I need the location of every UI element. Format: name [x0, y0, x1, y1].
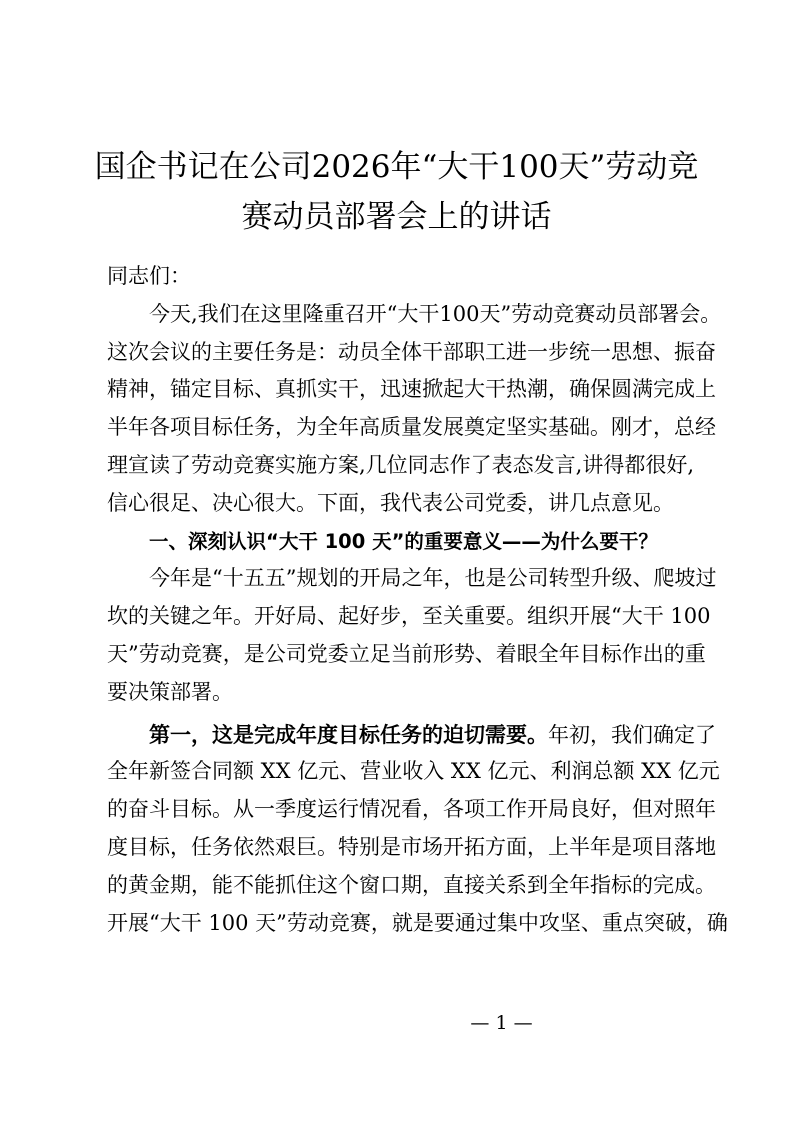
paragraph-line — [107, 716, 716, 754]
paragraph-line: 的奋斗目标。从一季度运行情况看，各项工作开局良好，但对照年 — [107, 797, 716, 822]
paragraph-line: 天”劳动竞赛，是公司党委立足当前形势、着眼全年目标作出的重 — [107, 641, 706, 666]
paragraph-line: 半年各项目标任务，为全年高质量发展奠定坚实基础。刚才，总经 — [107, 415, 716, 440]
paragraph-line: 精神，锚定目标、真抓实干，迅速掀起大干热潮，确保圆满完成上 — [107, 377, 716, 402]
paragraph-line: 度目标，任务依然艰巨。特别是市场开拓方面，上半年是项目落地 — [107, 834, 716, 859]
paragraph-line: 坎的关键之年。开好局、起好步，至关重要。组织开展“大干 100 — [107, 604, 711, 629]
paragraph-lead-rest: 年初，我们确定了 — [548, 722, 716, 747]
paragraph-line: 要决策部署。 — [107, 679, 233, 704]
document-title — [90, 142, 703, 242]
section-heading: 一、深刻认识“大干 100 天”的重要意义——为什么要干？ — [149, 529, 658, 553]
paragraph-line: 今年是“十五五”规划的开局之年，也是公司转型升级、爬坡过 — [149, 566, 717, 591]
salutation: 同志们： — [107, 264, 191, 288]
paragraph-line: 的黄金期，能不能抓住这个窗口期，直接关系到全年指标的完成。 — [107, 872, 716, 897]
title-line-1: 国企书记在公司2026年“大干100天”劳动竞 — [94, 149, 699, 185]
paragraph-line: 信心很足、决心很大。下面，我代表公司党委，讲几点意见。 — [107, 490, 674, 515]
paragraph-line: 理宣读了劳动竞赛实施方案,几位同志作了表态发言,讲得都很好, — [107, 452, 695, 477]
title-line-2: 赛动员部署会上的讲话 — [241, 199, 552, 235]
page-number: — 1 — — [470, 1012, 533, 1034]
paragraph-line: 这次会议的主要任务是：动员全体干部职工进一步统一思想、振奋 — [107, 339, 716, 364]
paragraph-line: 全年新签合同额 XX 亿元、营业收入 XX 亿元、利润总额 XX 亿元 — [107, 759, 720, 784]
paragraph-line: 今天,我们在这里隆重召开“大干100天”劳动竞赛动员部署会。 — [149, 301, 722, 326]
paragraph-lead: 第一，这是完成年度目标任务的迫切需要。 — [149, 721, 548, 747]
document-body — [107, 258, 728, 942]
paragraph-line: 开展“大干 100 天”劳动竞赛，就是要通过集中攻坚、重点突破，确 — [107, 910, 728, 935]
